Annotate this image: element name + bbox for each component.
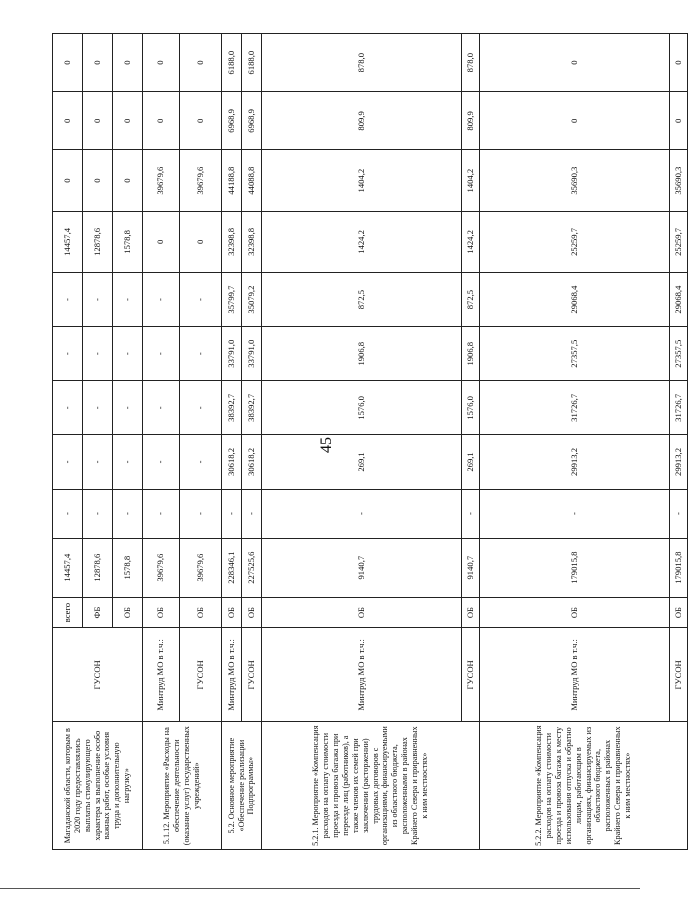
year-amount-cell: 1424,2 (262, 211, 462, 272)
funding-source-cell: ОБ (180, 597, 222, 628)
year-amount-cell: - (53, 273, 83, 327)
year-amount-cell: 0 (83, 150, 113, 211)
activity-name-cell: Магаданской области, которым в 2020 году предоставлялись выплаты стимулирующего характера за выполнение особо важных работ, особые условия труда и дополнительную нагрузку» (53, 722, 143, 850)
year-amount-cell: 878,0 (462, 34, 480, 92)
year-amount-cell: 39679,6 (143, 150, 180, 211)
year-amount-cell: 6188,0 (222, 34, 242, 92)
total-amount-cell: 12878,6 (83, 538, 113, 597)
funding-source-cell: ОБ (480, 597, 670, 628)
executor-cell: Минтруд МО в т.ч.: (143, 628, 180, 722)
page-bottom-rule (0, 888, 640, 889)
year-amount-cell: 27357,5 (670, 327, 688, 381)
year-amount-cell: 0 (143, 211, 180, 272)
year-amount-cell: - (53, 381, 83, 435)
total-amount-cell: 9140,7 (462, 538, 480, 597)
year-amount-cell: 32398,8 (222, 211, 242, 272)
total-amount-cell: 228346,1 (222, 538, 242, 597)
funding-source-cell: ОБ (242, 597, 262, 628)
year-amount-cell: - (83, 435, 113, 489)
total-amount-cell: 179015,8 (670, 538, 688, 597)
funding-source-cell: всего (53, 597, 83, 628)
year-amount-cell: 0 (480, 92, 670, 150)
year-amount-cell: 32398,8 (242, 211, 262, 272)
year-amount-cell: - (480, 489, 670, 538)
year-amount-cell: 35690,3 (670, 150, 688, 211)
year-amount-cell: 6188,0 (242, 34, 262, 92)
funding-source-cell: ОБ (143, 597, 180, 628)
activity-name-cell: 5.2.1. Мероприятие «Компенсация расходов на оплату стоимости проезда и провоза багажа при переезде лиц (работников), а также членов их семей при заключении (расторжении) трудовых договоров с организациями, финансируемыми из областного бюджета, расположенными в районах Крайнего Севера и приравненных к ним местностях» (262, 722, 480, 850)
year-amount-cell: - (83, 381, 113, 435)
year-amount-cell: 0 (113, 150, 143, 211)
total-amount-cell: 179015,8 (480, 538, 670, 597)
table-row (53, 34, 83, 850)
year-amount-cell: 0 (53, 92, 83, 150)
year-amount-cell: - (83, 327, 113, 381)
year-amount-cell: - (242, 489, 262, 538)
year-amount-cell: 29068,4 (480, 273, 670, 327)
year-amount-cell: 12878,6 (83, 211, 113, 272)
year-amount-cell: - (113, 381, 143, 435)
year-amount-cell: 33791,0 (222, 327, 242, 381)
executor-cell: ГУСОН (180, 628, 222, 722)
year-amount-cell: 25259,7 (480, 211, 670, 272)
year-amount-cell: 1578,8 (113, 211, 143, 272)
year-amount-cell: - (180, 273, 222, 327)
year-amount-cell: 39679,6 (180, 150, 222, 211)
year-amount-cell: - (143, 435, 180, 489)
total-amount-cell: 14457,4 (53, 538, 83, 597)
year-amount-cell: 0 (143, 92, 180, 150)
year-amount-cell: 878,0 (262, 34, 462, 92)
page-number: 45 (318, 437, 335, 453)
table-row (143, 34, 180, 850)
year-amount-cell: 1906,8 (262, 327, 462, 381)
year-amount-cell: 1576,0 (462, 381, 480, 435)
year-amount-cell: 35079,2 (242, 273, 262, 327)
year-amount-cell: 6968,9 (242, 92, 262, 150)
year-amount-cell: 30618,2 (242, 435, 262, 489)
year-amount-cell: - (180, 381, 222, 435)
year-amount-cell: 35799,7 (222, 273, 242, 327)
year-amount-cell: 25259,7 (670, 211, 688, 272)
year-amount-cell: 29068,4 (670, 273, 688, 327)
funding-source-cell: ФБ (83, 597, 113, 628)
year-amount-cell: - (83, 273, 113, 327)
year-amount-cell: - (143, 327, 180, 381)
year-amount-cell: 0 (670, 34, 688, 92)
year-amount-cell: 33791,0 (242, 327, 262, 381)
year-amount-cell: 1404,2 (462, 150, 480, 211)
executor-cell: ГУСОН (462, 628, 480, 722)
year-amount-cell: 0 (113, 92, 143, 150)
funding-source-cell: ОБ (222, 597, 242, 628)
year-amount-cell: 1424,2 (462, 211, 480, 272)
activity-name-cell: 5.1.12. Мероприятие «Расходы на обеспечение деятельности (оказание услуг) государственных учреждений» (143, 722, 222, 850)
year-amount-cell: 1576,0 (262, 381, 462, 435)
year-amount-cell: 44088,8 (242, 150, 262, 211)
executor-cell: Минтруд МО в т.ч.: (262, 628, 462, 722)
year-amount-cell: 31726,7 (670, 381, 688, 435)
budget-table (52, 33, 688, 850)
year-amount-cell: 27357,5 (480, 327, 670, 381)
year-amount-cell: 38392,7 (242, 381, 262, 435)
year-amount-cell: 872,5 (462, 273, 480, 327)
executor-cell: Минтруд МО в т.ч.: (480, 628, 670, 722)
year-amount-cell: - (180, 489, 222, 538)
year-amount-cell: 1906,8 (462, 327, 480, 381)
year-amount-cell: - (113, 489, 143, 538)
year-amount-cell: - (143, 273, 180, 327)
activity-name-cell: 5.2.2. Мероприятие «Компенсация расходов на оплату стоимости проезда и провоза багажа к месту использования отпуска и обратно лицам, работающим в организациях, финансируемых из областного бюджета, расположенных в районах Крайнего Севера и приравненных к ним местностях» (480, 722, 688, 850)
year-amount-cell: 809,9 (462, 92, 480, 150)
total-amount-cell: 227525,6 (242, 538, 262, 597)
year-amount-cell: 0 (180, 34, 222, 92)
table-row (222, 34, 242, 850)
year-amount-cell: - (143, 489, 180, 538)
funding-source-cell: ОБ (113, 597, 143, 628)
year-amount-cell: 0 (83, 34, 113, 92)
year-amount-cell: 0 (180, 92, 222, 150)
year-amount-cell: 0 (53, 34, 83, 92)
year-amount-cell: 1404,2 (262, 150, 462, 211)
year-amount-cell: - (53, 489, 83, 538)
activity-name-cell: 5.2. Основное мероприятие «Обеспечение реализации Подпрограммы» (222, 722, 262, 850)
executor-cell: ГУСОН (242, 628, 262, 722)
total-amount-cell: 1578,8 (113, 538, 143, 597)
year-amount-cell: 269,1 (462, 435, 480, 489)
year-amount-cell: - (262, 489, 462, 538)
year-amount-cell: - (222, 489, 242, 538)
executor-cell: ГУСОН (670, 628, 688, 722)
year-amount-cell: 0 (53, 150, 83, 211)
year-amount-cell: 6968,9 (222, 92, 242, 150)
total-amount-cell: 39679,6 (180, 538, 222, 597)
year-amount-cell: 0 (113, 34, 143, 92)
table-row (262, 34, 462, 850)
year-amount-cell: 809,9 (262, 92, 462, 150)
year-amount-cell: - (462, 489, 480, 538)
year-amount-cell: 872,5 (262, 273, 462, 327)
year-amount-cell: - (53, 327, 83, 381)
executor-cell: ГУСОН (53, 628, 143, 722)
year-amount-cell: 29913,2 (670, 435, 688, 489)
year-amount-cell: 31726,7 (480, 381, 670, 435)
year-amount-cell: 0 (83, 92, 113, 150)
year-amount-cell: - (113, 435, 143, 489)
year-amount-cell: - (180, 435, 222, 489)
year-amount-cell: 0 (480, 34, 670, 92)
year-amount-cell: 0 (143, 34, 180, 92)
year-amount-cell: 44188,8 (222, 150, 242, 211)
year-amount-cell: - (670, 489, 688, 538)
year-amount-cell: 269,1 (262, 435, 462, 489)
table-row (480, 34, 670, 850)
year-amount-cell: - (180, 327, 222, 381)
year-amount-cell: 38392,7 (222, 381, 242, 435)
year-amount-cell: 35690,3 (480, 150, 670, 211)
year-amount-cell: 30618,2 (222, 435, 242, 489)
funding-source-cell: ОБ (462, 597, 480, 628)
year-amount-cell: 14457,4 (53, 211, 83, 272)
year-amount-cell: 29913,2 (480, 435, 670, 489)
funding-source-cell: ОБ (262, 597, 462, 628)
year-amount-cell: - (53, 435, 83, 489)
year-amount-cell: - (113, 273, 143, 327)
year-amount-cell: 0 (180, 211, 222, 272)
year-amount-cell: - (113, 327, 143, 381)
executor-cell: Минтруд МО в т.ч.: (222, 628, 242, 722)
year-amount-cell: - (143, 381, 180, 435)
year-amount-cell: 0 (670, 92, 688, 150)
total-amount-cell: 9140,7 (262, 538, 462, 597)
rotated-table-frame (52, 33, 683, 850)
year-amount-cell: - (83, 489, 113, 538)
funding-source-cell: ОБ (670, 597, 688, 628)
total-amount-cell: 39679,6 (143, 538, 180, 597)
table-body (53, 34, 688, 850)
